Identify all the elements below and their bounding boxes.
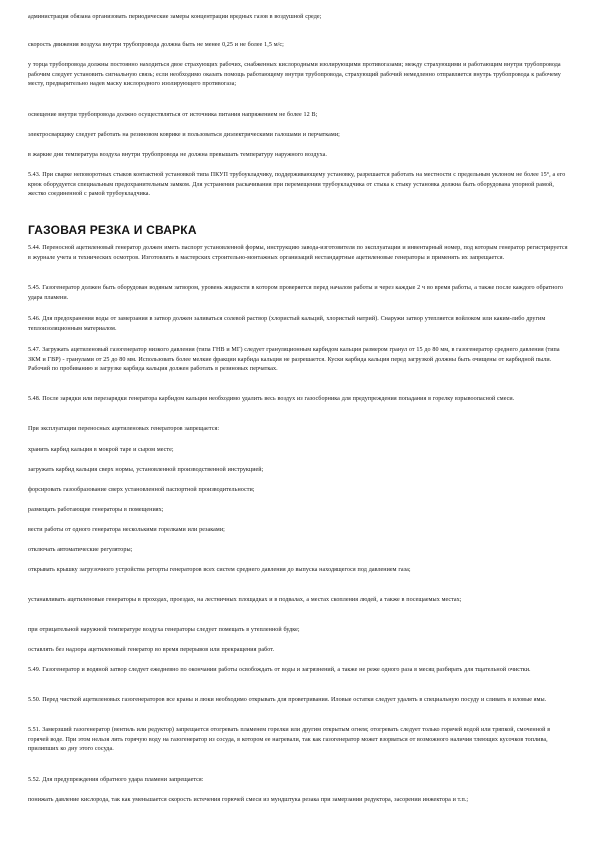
paragraph-welder-mat: электросварщику следует работать на резиновом коврике и пользоваться диэлектрическими галошами и перчатками; — [28, 132, 340, 138]
paragraph-lighting: освещение внутри трубопровода должно осуществляться от источника питания напряжением не более 12 В; — [28, 112, 318, 118]
paragraph-5-47: 5.47. Загружать ацетиленовый газогенератор низкого давления (типа ГНВ и МГ) следует грануляционным карбидом кальция размером гранул от 15 до 80 мм, в газогенератор среднего давления (типа ЗКМ и ГВР) - гранулами от 25 до 80 мм. Использовать более мелкие фракции карбида кальция не разрешается. Куски карбида кальция перед загрузкой должны быть очищены от карбидной пыли. Рабочий по пробиванию и загрузке карбида кальция должен работать в резиновых перчатках. — [28, 347, 560, 373]
paragraph-5-48: 5.48. После зарядки или перезарядки генератора карбидом кальция необходимо удалить весь воздух из газосборника для предупреждения попадания в горелку взрывоопасной смеси. — [28, 396, 515, 402]
paragraph-5-50: 5.50. Перед чисткой ацетиленовых газогенераторов все краны и люки необходимо открывать для проветривания. Иловые остатки следует удалять в специальную посуду и сливать в иловые ямы. — [28, 697, 547, 703]
paragraph-hot-days: в жаркие дни температура воздуха внутри трубопровода не должна превышать температуру наружного воздуха. — [28, 152, 327, 158]
paragraph-gas-measurement: администрация обязана организовать периодические замеры концентрации вредных газов в воздушной среде; — [28, 14, 322, 20]
paragraph-safety-workers: у торца трубопровода должны постоянно находиться двое страхующих рабочих, снабженных кислородными изолирующими противогазами; между страхующими и работающим внутри трубопровода рабочим следует установить сигнальную связь; если необходимо оказать помощь работающему внутри трубопровода, страхующий рабочий немедленно отправляется внутрь трубопровода к рабочему месту, предварительно надев маску кислородного изолирующего противогаза; — [28, 62, 561, 88]
list-item-force-gas: форсировать газообразование сверх установленной паспортной производительности; — [28, 487, 255, 493]
section-heading: ГАЗОВАЯ РЕЗКА И СВАРКА — [28, 223, 197, 237]
list-item-indoor: размещать работающие генераторы в помещениях; — [28, 507, 164, 513]
list-item-wet-storage: хранить карбид кальция в мокрой таре и сыром месте; — [28, 447, 174, 453]
paragraph-5-46: 5.46. Для предохранения воды от замерзания в затвор должен заливаться солевой раствор (хлористый кальций, хлористый натрий). Снаружи затвор утепляется войлоком или каким-либо другим теплоизоляционным материалом. — [28, 316, 546, 332]
paragraph-5-45: 5.45. Газогенератор должен быть оборудован водяным затвором, уровень жидкости в котором проверяется перед началом работы и через каждые 2 ч во время работы, а также после каждого обратного удара пламени. — [28, 285, 563, 301]
list-item-regulators: отключать автоматические регуляторы; — [28, 547, 133, 553]
list-item-open-lid: открывать крышку загрузочного устройства реторты генераторов всех систем среднего давления до выпуска находящегося под давлением газа; — [28, 567, 411, 573]
paragraph-5-51: 5.51. Замерзший газогенератор (вентиль или редуктор) запрещается отогревать пламенем горелки или другим открытым огнем; отогревать следует только горячей водой или тряпкой, смоченной в горячей воде. При этом нельзя лить горячую воду на газогенератор из сосуда, в котором ее нагревали, так как газогенератор может взорваться от возможного наличия тлеющих кусочков топлива, прилипших ко дну этого сосуда. — [28, 727, 551, 753]
list-item-unattended: оставлять без надзора ацетиленовый генератор во время перерывов или прекращения работ. — [28, 647, 275, 653]
paragraph-5-44: 5.44. Переносной ацетиленовый генератор должен иметь паспорт установленной формы, инструкцию завода-изготовителя по эксплуатации и инвентарный номер, под которым генератор регистрируется в журнале учета и технических осмотров. Изготовлять в мастерских строительно-монтажных организаций нестандартные ацетиленовые генераторы и применять их запрещается. — [28, 245, 568, 261]
list-item-placement: устанавливать ацетиленовые генераторы в проходах, проездах, на лестничных площадках и в подвалах, а местах скопления людей, а также в посещаемых местах; — [28, 597, 462, 603]
list-item-oxygen-pressure: понижать давление кислорода, так как уменьшается скорость истечения горючей смеси из мундштука резака при замерзании редуктора, засорении инжектора и т.п.; — [28, 797, 469, 803]
paragraph-5-49: 5.49. Газогенератор и водяной затвор следует ежедневно по окончании работы освобождать от воды и загрязнений, а также не реже одного раза в месяц разбирать для тщательной очистки. — [28, 667, 531, 673]
paragraph-prohibited-intro: При эксплуатации переносных ацетиленовых генераторов запрещается: — [28, 426, 220, 432]
list-item-multiple-torches: вести работы от одного генератора несколькими горелками или резаками; — [28, 527, 225, 533]
list-item-cold-weather: при отрицательной наружной температуре воздуха генераторы следует помещать в утепленной будке; — [28, 627, 300, 633]
paragraph-5-52: 5.52. Для предупреждения обратного удара пламени запрещается: — [28, 777, 204, 783]
list-item-overload: загружать карбид кальция сверх нормы, установленной производственной инструкцией; — [28, 467, 264, 473]
paragraph-5-43: 5.43. При сварке неповоротных стыков контактной установкой типа ПКУП трубоукладчику, поддерживающему установку, разрешается работать на местности с предельным уклоном не более 15°, а его крюк оборудуется специальным предохранительным замком. Для устранения раскачивания при перемещении трубоукладчика от стыка к стыку установка должна быть оборудована упорной рамой, жестко соединенной с рамой трубоукладчика. — [28, 172, 566, 198]
paragraph-air-speed: скорость движения воздуха внутри трубопровода должна быть не менее 0,25 и не более 1,5 м/с; — [28, 42, 284, 48]
